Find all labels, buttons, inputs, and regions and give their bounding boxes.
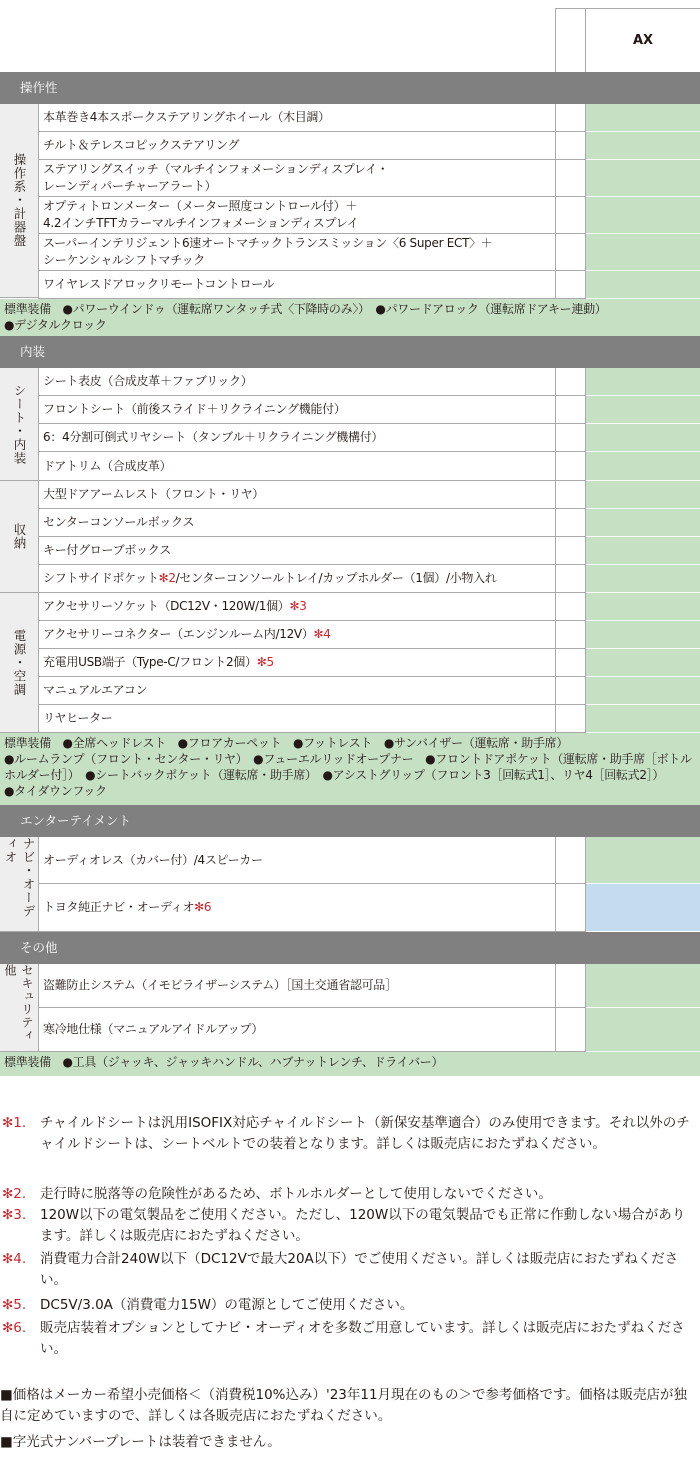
standard-cell (586, 649, 700, 677)
standard-line: ●ルームランプ（フロント・センター・リヤ） ●フューエルリッドオープナー ●フロントドアポケット（運転席・助手席［ボトル (4, 752, 692, 766)
row-line: オプティトロンメーター（メーター照度コントロール付）＋ (43, 199, 357, 213)
standard-cell (586, 593, 700, 621)
note-marker: ✻5. (2, 1297, 27, 1313)
category-label: 電源・空調 (12, 628, 27, 697)
empty-cell (555, 884, 586, 932)
empty-cell (555, 197, 586, 234)
option-cell (586, 884, 700, 932)
note-marker: ✻4. (2, 1251, 27, 1267)
note-6 (0, 1318, 700, 1359)
row-immobilizer: 盗難防止システム（イモビライザーシステム）［国土交通省認可品］ (38, 964, 555, 1008)
category-seat-interior (0, 368, 38, 481)
note-2 (0, 1184, 700, 1205)
row-transmission (38, 234, 555, 271)
standard-cell (586, 677, 700, 705)
standard-cell (586, 160, 700, 197)
section-header-entertainment: エンターテイメント (0, 805, 700, 837)
row-seat-fabric: シート表皮（合成皮革＋ファブリック） (38, 368, 555, 396)
row-text: アクセサリーコネクター（エンジンルーム内/12V） (43, 627, 314, 641)
note-text: 消費電力合計240W以下（DC12Vで最大20A以下）でご使用ください。詳しくは販売店におたずねください。 (40, 1251, 679, 1288)
standard-line: ●デジタルクロック (4, 318, 107, 332)
row-shift-side-pocket (38, 565, 555, 593)
standard-line: 標準装備 ●工具（ジャッキ、ジャッキハンドル、ハブナットレンチ、ドライバー） (4, 1055, 444, 1069)
row-text: トヨタ純正ナビ・オーディオ (43, 900, 195, 914)
standard-cell (586, 452, 700, 481)
category-navi-audio (0, 837, 38, 932)
standard-equipment-row (0, 299, 700, 336)
row-glove-box: キー付グローブボックス (38, 537, 555, 565)
row-tilt-telescopic: チルト＆テレスコピックステアリング (38, 132, 555, 160)
standard-cell (586, 424, 700, 452)
note-5 (0, 1295, 700, 1316)
grade-header-ax: AX (586, 8, 700, 72)
empty-cell (555, 160, 586, 197)
empty-cell (555, 837, 586, 884)
row-door-trim: ドアトリム（合成皮革） (38, 452, 555, 481)
row-rear-heater: リヤヒーター (38, 705, 555, 733)
row-text: 充電用USB端子（Type-C/フロント2個） (43, 655, 257, 669)
empty-cell (555, 234, 586, 271)
row-front-seat: フロントシート（前後スライド＋リクライニング機能付） (38, 396, 555, 424)
empty-cell (555, 509, 586, 537)
standard-cell (586, 537, 700, 565)
note-text: 走行時に脱落等の危険性があるため、ボトルホルダーとして使用しないでください。 (40, 1186, 552, 1202)
standard-cell (586, 621, 700, 649)
row-steering-wheel: 本革巻き4本スポークステアリングホイール（木目調） (38, 104, 555, 132)
note-marker: ✻2. (2, 1186, 27, 1202)
footer-price-note: ■価格はメーカー希望小売価格＜（消費税10%込み）'23年11月現在のもの＞で参考価格です。価格は販売店が独自に定めていますので、詳しくは各販売店におたずねください。 (0, 1387, 687, 1424)
row-manual-aircon: マニュアルエアコン (38, 677, 555, 705)
section-header-other: その他 (0, 932, 700, 964)
standard-cell (586, 481, 700, 509)
standard-line: ホルダー付］） ●シートバックポケット（運転席・助手席） ●アシストグリップ（フロント3［回転式1］、リヤ4［回転式2］） (4, 768, 665, 782)
standard-cell (586, 132, 700, 160)
standard-cell (586, 705, 700, 733)
standard-equipment-row (0, 733, 700, 805)
empty-cell (555, 621, 586, 649)
standard-cell (586, 1008, 700, 1052)
category-label: シート・内装 (12, 383, 27, 465)
empty-cell (555, 593, 586, 621)
note-mark: ✻3 (289, 599, 307, 613)
note-marker: ✻1. (2, 1115, 27, 1131)
footer-plate-note: ■字光式ナンバープレートは装着できません。 (0, 1434, 281, 1450)
row-steering-switch (38, 160, 555, 197)
row-text: アクセサリーソケット（DC12V・120W/1個） (43, 599, 290, 613)
empty-cell (555, 677, 586, 705)
section-header-interior: 内装 (0, 336, 700, 368)
empty-cell (555, 964, 586, 1008)
row-cold-climate: 寒冷地仕様（マニュアルアイドルアップ） (38, 1008, 555, 1052)
standard-cell (586, 396, 700, 424)
note-text: チャイルドシートは汎用ISOFIX対応チャイルドシート（新保安基準適合）のみ使用できます。それ以外のチャイルドシートは、シートベルトでの装着となります。詳しくは販売店におたずねください。 (40, 1115, 690, 1152)
row-line: 4.2インチTFTカラーマルチインフォメーションディスプレイ (43, 216, 359, 230)
note-3 (0, 1205, 700, 1246)
standard-cell (586, 368, 700, 396)
empty-cell (555, 452, 586, 481)
standard-line: 標準装備 ●全席ヘッドレスト ●フロアカーペット ●フットレスト ●サンバイザー（運転席・助手席） (4, 736, 569, 750)
standard-cell (586, 197, 700, 234)
row-rear-seat: 6：4分割可倒式リヤシート（タンブル＋リクライニング機構付） (38, 424, 555, 452)
row-toyota-navi (38, 884, 555, 932)
row-optitron-meter (38, 197, 555, 234)
row-console-box: センターコンソールボックス (38, 509, 555, 537)
row-line: ステアリングスイッチ（マルチインフォメーションディスプレイ・ (43, 162, 389, 176)
row-accessory-connector (38, 621, 555, 649)
category-storage (0, 481, 38, 593)
standard-cell (586, 271, 700, 299)
empty-cell (555, 271, 586, 299)
empty-cell (555, 132, 586, 160)
empty-cell (555, 424, 586, 452)
category-label: ナビ・オーディオ (3, 837, 36, 918)
category-label: セキュリティ他 (3, 964, 34, 1042)
category-label: 操作系・計器盤 (12, 153, 27, 248)
row-accessory-socket (38, 593, 555, 621)
standard-line: ●タイダウンフック (4, 784, 107, 798)
header-empty-cell (555, 8, 586, 72)
note-marker: ✻3. (2, 1207, 27, 1223)
empty-cell (555, 649, 586, 677)
empty-cell (555, 104, 586, 132)
empty-cell (555, 565, 586, 593)
note-mark: ✻6 (194, 900, 212, 914)
note-mark: ✻5 (256, 655, 274, 669)
category-power-aircon (0, 593, 38, 733)
empty-cell (555, 1008, 586, 1052)
row-text: /センターコンソールトレイ/カップホルダー（1個）/小物入れ (175, 571, 497, 585)
section-header-operation: 操作性 (0, 72, 700, 104)
note-marker: ✻6. (2, 1320, 27, 1336)
empty-cell (555, 368, 586, 396)
row-line: スーパーインテリジェント6速オートマチックトランスミッション〈6 Super ECT〉＋ (43, 236, 493, 250)
row-line: レーンディパーチャーアラート） (43, 179, 217, 193)
category-label: 収納 (12, 523, 27, 550)
row-armrest: 大型ドアアームレスト（フロント・リヤ） (38, 481, 555, 509)
category-security (0, 964, 38, 1052)
standard-cell (586, 837, 700, 884)
note-1 (0, 1113, 700, 1154)
note-text: 販売店装着オプションとしてナビ・オーディオを多数ご用意しています。詳しくは販売店におたずねください。 (40, 1320, 685, 1357)
row-line: シーケンシャルシフトマチック (43, 253, 206, 267)
standard-cell (586, 509, 700, 537)
note-4 (0, 1249, 700, 1290)
empty-cell (555, 537, 586, 565)
category-controls-meters (0, 104, 38, 298)
note-mark: ✻2 (158, 571, 176, 585)
standard-cell (586, 565, 700, 593)
empty-cell (555, 705, 586, 733)
standard-cell (586, 104, 700, 132)
standard-line: 標準装備 ●パワーウインドゥ（運転席ワンタッチ式〈下降時のみ〉） ●パワードアロック（運転席ドアキー連動） (4, 302, 607, 316)
note-text: DC5V/3.0A（消費電力15W）の電源としてご使用ください。 (40, 1297, 414, 1313)
note-mark: ✻4 (313, 627, 331, 641)
row-usb-port (38, 649, 555, 677)
row-wireless-door-lock: ワイヤレスドアロックリモートコントロール (38, 271, 555, 299)
row-text: シフトサイドポケット (43, 571, 159, 585)
row-audio-less: オーディオレス（カバー付）/4スピーカー (38, 837, 555, 884)
empty-cell (555, 481, 586, 509)
empty-cell (555, 396, 586, 424)
standard-equipment-row (0, 1052, 700, 1076)
standard-cell (586, 234, 700, 271)
note-text: 120W以下の電気製品をご使用ください。ただし、120W以下の電気製品でも正常に作動しない場合があります。詳しくは販売店におたずねください。 (40, 1207, 686, 1244)
standard-cell (586, 964, 700, 1008)
